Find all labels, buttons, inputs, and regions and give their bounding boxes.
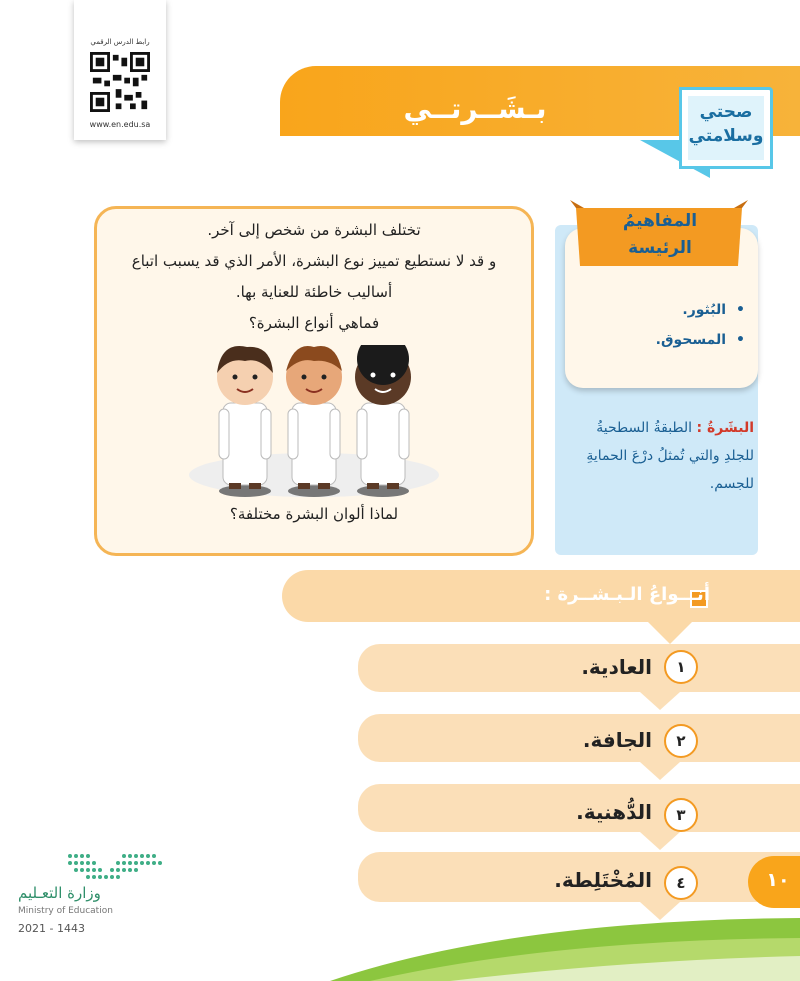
definition-term: البشَرةُ : [696,420,754,436]
type-label: العادية. [581,655,652,679]
intro-question: لماذا ألوان البشرة مختلفة؟ [229,505,399,523]
concepts-title-line-1: المفاهيمُ [622,211,698,231]
type-arrow [640,762,680,780]
qr-caption: رابط الدرس الرقمي [90,38,150,46]
type-number: ١ [664,650,698,684]
concept-item: • البُثور. [580,302,745,318]
ministry-name-en: Ministry of Education [18,906,113,916]
page-number: ١٠ [766,869,790,891]
section-tab-line-2: وسلامتي [688,126,764,146]
type-label: الدُّهنية. [576,800,652,824]
type-label: المُخْتَلِطة. [554,868,652,892]
green-swoosh [330,900,800,981]
intro-line-1: تختلف البشرة من شخص إلى آخر. [207,221,421,239]
ministry-name-ar: وزارة التعـليم [18,884,101,902]
children-illustration [183,345,445,499]
type-number: ٢ [664,724,698,758]
chapter-title: بـشَــرتــي [403,92,547,125]
types-arrow [648,622,692,644]
intro-box [94,206,534,556]
ministry-year: 2021 - 1443 [18,922,85,935]
type-arrow [640,832,680,850]
section-tab [679,87,773,169]
section-tab-line-1: صحتي [699,102,753,122]
concept-item: • المسحوق. [580,332,745,348]
concepts-title-line-2: الرئيسة [628,238,692,258]
concepts-list [580,302,745,362]
ministry-logo-icon [66,850,162,880]
qr-url[interactable]: www.en.edu.sa [89,120,151,129]
intro-line-4: فماهي أنواع البشرة؟ [248,314,380,332]
type-label: الجافة. [582,728,652,752]
concepts-title [580,208,740,262]
qr-card[interactable] [74,0,166,140]
skin-definition [568,414,754,498]
qr-code-icon[interactable] [90,52,150,112]
type-arrow [640,692,680,710]
type-number: ٤ [664,866,698,900]
intro-line-2: و قد لا نستطيع تمييز نوع البشرة، الأمر الذي قد يسبب اتباع [131,252,497,270]
definition-text: الطبقةُ السطحيةُ للجلدِ والتي تُمثلُ درْعَ الحمايةِ للجسم. [586,420,754,492]
type-number: ٣ [664,798,698,832]
types-heading: أنـــواعُ الـبـشــرة : [544,584,710,605]
intro-line-3: أساليب خاطئة للعناية بها. [235,283,393,301]
